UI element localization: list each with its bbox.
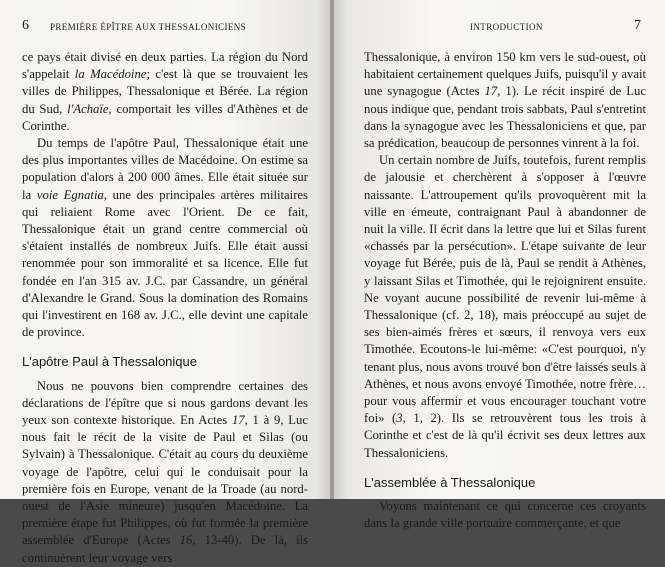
right-paragraph-3: Voyons maintenant ce qui concerne ces croyants dans la grande ville portuaire commerçante, et que (364, 499, 646, 531)
left-paragraph-3: Nous ne pouvons bien comprendre certaines des déclarations de l'épître que si nous gardons devant les yeux son contexte historique. En Actes 17, 1 à 9, Luc nous fait le récit de la visite de Paul et Silas (ou Sylvain) à Thessalonique. C'était au cours du deuxième voyage de l'apôtre, celui qui le conduisait pour la première fois en Europe, venant de la Troade (au nord-ouest de l'Asie mineure) jusqu'en Macédoine. La première étape fut Philippes, où fut formée la première assemblée d'Europe (Actes 16, 13-40). De là, ils continuèrent leur voyage vers (22, 378, 308, 565)
section-heading-assemblee: L'assemblée à Thessalonique (364, 474, 536, 490)
left-running-head: PREMIÈRE ÉPÎTRE AUX THESSALONICIENS (50, 22, 247, 32)
left-paragraph-2: Du temps de l'apôtre Paul, Thessalonique était une des plus importantes villes de Macédoine. On estime sa population d'alors à 200 000 âmes. Elle était située sur la voie Egnatia, une des principales artères militaires qui reliaient Rome avec l'Orient. De ce fait, Thessalonique était un grand centre commercial où s'étaient installés de nombreux Juifs. Elle était aussi renommée pour son immoralité et sa licence. Elle fut fondée en l'an 315 av. J.C. par Cassandre, un général d'Alexandre le Grand. Sous la domination des Romains qui l'investirent en 168 av. J.C., elle devint une capitale de province. (22, 136, 308, 340)
right-page (334, 0, 665, 531)
right-running-head: INTRODUCTION (470, 22, 543, 32)
right-paragraph-2: Un certain nombre de Juifs, toutefois, furent remplis de jalousie et cherchèrent à s'opposer à l'œuvre naissante. L'attroupement qu'ils provoquèrent mit la ville en émeute, contraignant Paul à abandonner de nuit la ville. Il écrit dans la lettre que lui et Silas furent «chassés par la persécution». L'étape suivante de leur voyage fut Bérée, puis de là, Paul se rendit à Athènes, y laissant Silas et Timothée, qui le rejoignirent ensuite. Ne voyant aucune possibilité de revenir lui-même à Thessalonique (cf. 2, 18), mais préoccupé au sujet de ses bien-aimés frères et sœurs, il renvoya vers eux Timothée. Ecoutons-le lui-même: «C'est pourquoi, n'y tenant plus, nous avons trouvé bon d'être laissés seuls à Athènes, et nous avons envoyé Timothée, notre frère… pour vous affermir et vous encourager touchant votre foi» (3, 1, 2). Ils se retrouvèrent tous les trois à Corinthe et c'est de là qu'il écrivit ses deux lettres aux Thessaloniciens. (364, 153, 646, 460)
left-page-number: 6 (22, 18, 29, 33)
left-page-body (22, 49, 308, 567)
left-page (0, 0, 330, 565)
left-paragraph-1: ce pays était divisé en deux parties. La région du Nord s'appelait la Macédoine; c'est là que se trouvaient les villes de Philippes, Thessalonique et Bérée. La région du Sud, l'Achaïe, comportait les villes d'Athènes et de Corinthe. (22, 50, 308, 133)
section-heading-paul: L'apôtre Paul à Thessalonique (22, 354, 197, 370)
right-page-body (364, 49, 646, 532)
right-paragraph-1: Thessalonique, à environ 150 km vers le sud-ouest, où habitaient certainement quelques Juifs, puisqu'il y avait une synagogue (Actes 17, 1). Le récit inspiré de Luc nous indique que, pendant trois sabbats, Paul s'entretint dans la synagogue avec les Thessaloniciens et que, par sa prédication, beaucoup de personnes vinrent à la foi. (364, 50, 646, 151)
right-page-number: 7 (634, 18, 641, 33)
